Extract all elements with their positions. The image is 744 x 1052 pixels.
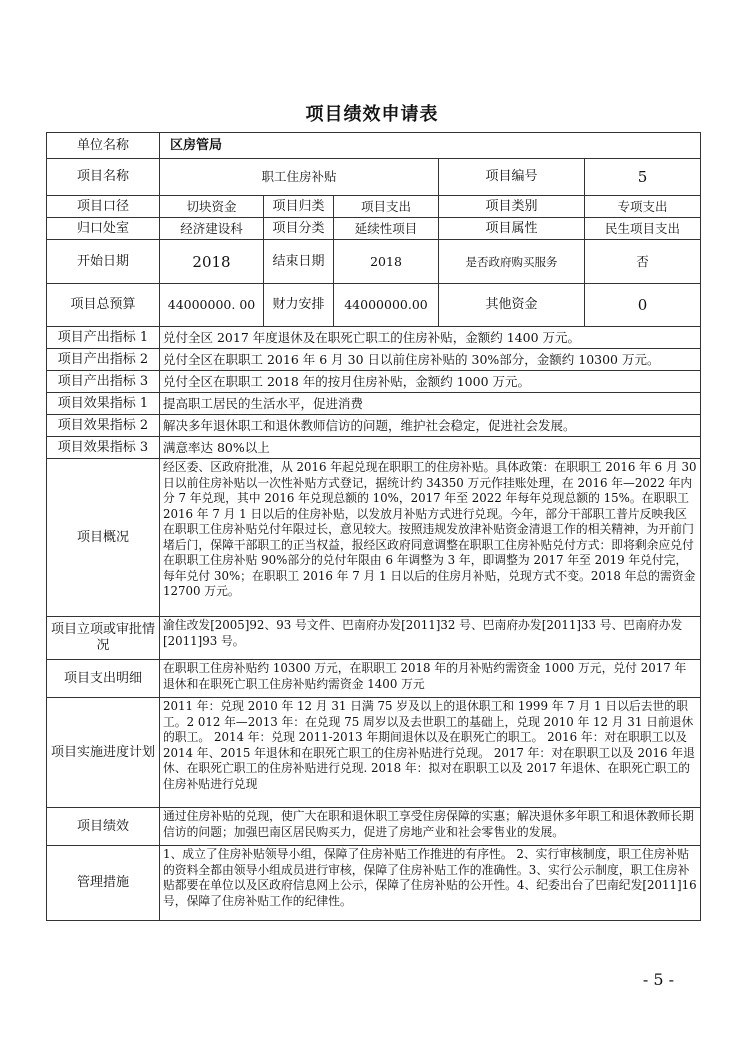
indicator-label: 项目效果指标 1 (47, 393, 160, 415)
indicator-label: 项目产出指标 1 (47, 327, 160, 349)
overview-label: 项目概况 (47, 459, 160, 617)
indicator-label: 项目产出指标 2 (47, 349, 160, 371)
class-label: 项目分类 (264, 218, 334, 240)
other-funds-value: 0 (585, 284, 701, 327)
category-value: 专项支出 (585, 196, 701, 218)
end-date-value: 2018 (334, 240, 439, 284)
measures-text: 1、成立了住房补贴领导小组，保障了住房补贴工作推进的有序性。 2、实行审核制度，职工住房补贴的资料全都由领导小组成员进行审核，保障了住房补贴工作的准确性。3、实行公示制度，职工住房补贴都要在单位以及区政府信息网上公示，保障了住房补贴的公开性。4、纪委出台了巴南纪发[2011]16 号，保障了住房补贴工作的纪律性。 (160, 846, 701, 921)
end-date-label: 结束日期 (264, 240, 334, 284)
indicator-value: 兑付全区在职职工 2018 年的按月住房补贴，金额约 1000 万元。 (160, 371, 701, 393)
document-title: 项目绩效申请表 (305, 104, 439, 125)
performance-label: 项目绩效 (47, 808, 160, 846)
caliber-value: 切块资金 (160, 196, 264, 218)
other-funds-label: 其他资金 (439, 284, 585, 327)
category-label: 项目类别 (439, 196, 585, 218)
purchase-value: 否 (585, 240, 701, 284)
approval-text: 渝住改发[2005]92、93 号文件、巴南府办发[2011]32 号、巴南府办发[2011]33 号、巴南府办发[2011]93 号。 (160, 617, 701, 660)
project-no-value: 5 (585, 159, 701, 196)
start-date-value: 2018 (160, 240, 264, 284)
approval-label: 项目立项或审批情况 (47, 617, 160, 660)
finance-label: 财力安排 (264, 284, 334, 327)
attr-value: 民生项目支出 (585, 218, 701, 240)
purchase-label: 是否政府购买服务 (439, 240, 585, 284)
performance-text: 通过住房补贴的兑现，使广大在职和退休职工享受住房保障的实惠；解决退休多年职工和退休教师长期信访的问题；加强巴南区居民购买力，促进了房地产业和社会零售业的发展。 (160, 808, 701, 846)
belong-label: 项目归类 (264, 196, 334, 218)
office-value: 经济建设科 (160, 218, 264, 240)
finance-value: 44000000.00 (334, 284, 439, 327)
indicator-value: 提高职工居民的生活水平，促进消费 (160, 393, 701, 415)
indicator-value: 满意率达 80%以上 (160, 437, 701, 459)
project-name-value: 职工住房补贴 (160, 159, 439, 196)
caliber-label: 项目口径 (47, 196, 160, 218)
budget-label: 项目总预算 (47, 284, 160, 327)
expense-text: 在职职工住房补贴约 10300 万元，在职职工 2018 年的月补贴约需资金 1000 万元，兑付 2017 年退休和在职死亡职工住房补贴约需资金 1400 万元 (160, 660, 701, 698)
indicator-value: 兑付全区在职职工 2016 年 6 月 30 日以前住房补贴的 30%部分，金额约 10300 万元。 (160, 349, 701, 371)
overview-text: 经区委、区政府批准，从 2016 年起兑现在职职工的住房补贴。具体政策：在职职工 2016 年 6 月 30 日以前住房补贴以一次性补贴方式登记，据统计约 34350 万元作挂账处理，在 2016 年—2022 年内分 7 年兑现，其中 2016 年兑现总额的 10%，2017 年至 2022 年每年兑现总额的 15%。在职职工 2016 年 7 月 1 日以后的住房补贴，以发放月补贴方式进行兑现。今年，部分干部职工普片反映我区在职职工住房补贴兑付年限过长，意见较大。按照违规发放津补贴资金清退工作的相关精神，为开前门堵后门，保障干部职工的正当权益，报经区政府同意调整在职职工住房补贴兑付方式：即将剩余应兑付在职职工住房补贴 90%部分的兑付年限由 6 年调整为 3 年，即调整为 2017 年至 2019 年兑付完，每年兑付 30%；在职职工 2016 年 7 月 1 日以后的住房月补贴，兑现方式不变。2018 年总的需资金 12700 万元。 (160, 459, 701, 617)
performance-application-table (46, 132, 701, 921)
page-number: - 5 - (642, 970, 674, 989)
unit-label: 单位名称 (47, 133, 160, 159)
unit-value: 区房管局 (160, 133, 701, 159)
belong-value: 项目支出 (334, 196, 439, 218)
office-label: 归口处室 (47, 218, 160, 240)
project-no-label: 项目编号 (439, 159, 585, 196)
project-name-label: 项目名称 (47, 159, 160, 196)
indicator-label: 项目效果指标 2 (47, 415, 160, 437)
start-date-label: 开始日期 (47, 240, 160, 284)
indicator-value: 兑付全区 2017 年度退休及在职死亡职工的住房补贴，金额约 1400 万元。 (160, 327, 701, 349)
measures-label: 管理措施 (47, 846, 160, 921)
expense-label: 项目支出明细 (47, 660, 160, 698)
schedule-label: 项目实施进度计划 (47, 698, 160, 808)
schedule-text: 2011 年：兑现 2010 年 12 月 31 日满 75 岁及以上的退休职工和 1999 年 7 月 1 日以后去世的职工。2 012 年—2013 年：在兑现 75 周岁以及去世职工的基础上，兑现 2010 年 12 月 31 日前退休的职工。 2014 年：兑现 2011-2013 年期间退休以及在职死亡的职工。 2016 年：对在职职工以及 2014 年、2015 年退休和在职死亡职工的住房补贴进行兑现。 2017 年：对在职职工以及 2016 年退休、在职死亡职工的住房补贴进行兑现. 2018 年：拟对在职职工以及 2017 年退休、在职死亡职工的住房补贴进行兑现 (160, 698, 701, 808)
indicator-label: 项目产出指标 3 (47, 371, 160, 393)
attr-label: 项目属性 (439, 218, 585, 240)
indicator-value: 解决多年退休职工和退休教师信访的问题，维护社会稳定，促进社会发展。 (160, 415, 701, 437)
budget-value: 44000000. 00 (160, 284, 264, 327)
indicator-label: 项目效果指标 3 (47, 437, 160, 459)
class-value: 延续性项目 (334, 218, 439, 240)
